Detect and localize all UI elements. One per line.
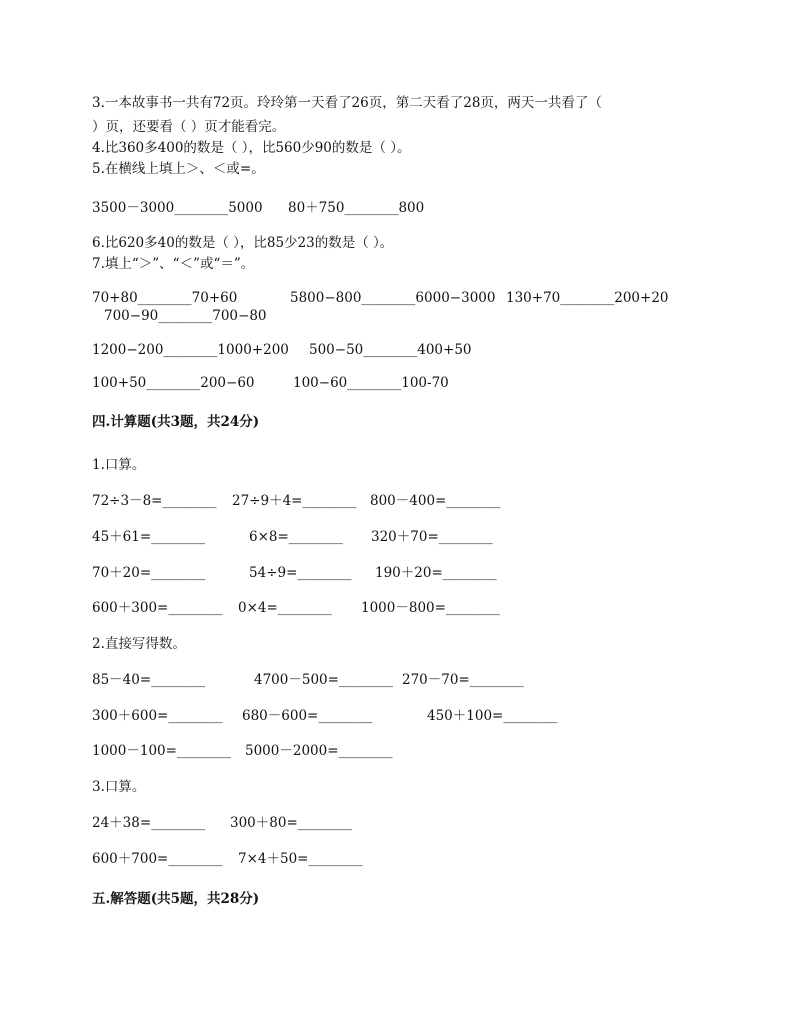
calc-item: 1000－800=________ [361, 600, 500, 616]
calc-item: 6×8=________ [249, 529, 343, 545]
calc-item: 450＋100=________ [427, 708, 558, 724]
compare-item: 70+80________70+60 [92, 290, 238, 306]
calc-item: 320＋70=________ [371, 529, 493, 545]
calc-item: 800－400=________ [370, 493, 501, 509]
question-4: 4.比360多400的数是（ ），比560少90的数是（ ）。 [92, 140, 411, 156]
calc-item: 600＋700=________ [92, 851, 223, 867]
question-7: 7.填上“＞”、“＜”或“＝”。 [92, 256, 255, 272]
question-3-line-2: ）页，还要看（ ）页才能看完。 [92, 119, 286, 135]
compare-item: 80＋750________800 [288, 200, 425, 216]
calc-item: 190＋20=________ [375, 565, 497, 581]
calc-item: 54÷9=________ [249, 565, 352, 581]
problem-1-title: 1.口算。 [92, 457, 146, 473]
calc-item: 600＋300=________ [92, 600, 223, 616]
calc-item: 72÷3－8=________ [92, 493, 217, 509]
question-3-line-1: 3.一本故事书一共有72页。玲玲第一天看了26页，第二天看了28页，两天一共看了（ [92, 95, 602, 111]
compare-item: 700−90________700−80 [104, 308, 267, 324]
calc-item: 680－600=________ [242, 708, 373, 724]
calc-item: 270－70=________ [402, 672, 524, 688]
problem-3-title: 3.口算。 [92, 779, 146, 795]
calc-item: 300＋600=________ [92, 708, 223, 724]
calc-item: 0×4=________ [238, 600, 332, 616]
calc-item: 45＋61=________ [92, 529, 206, 545]
compare-item: 1200−200________1000+200 [92, 342, 289, 358]
question-5: 5.在横线上填上＞、＜或=。 [92, 161, 265, 177]
calc-item: 85－40=________ [92, 672, 206, 688]
compare-item: 130+70________200+20 [506, 290, 669, 306]
question-6: 6.比620多40的数是（ ），比85少23的数是（ ）。 [92, 235, 394, 251]
section-5-heading: 五.解答题(共5题，共28分) [92, 891, 260, 907]
section-4-heading: 四.计算题(共3题，共24分) [92, 414, 260, 430]
compare-item: 100+50________200−60 [92, 375, 255, 391]
compare-item: 100−60________100-70 [293, 375, 449, 391]
compare-item: 3500－3000________5000 [92, 200, 263, 216]
compare-item: 5800−800________6000−3000 [290, 290, 496, 306]
calc-item: 7×4＋50=________ [238, 851, 363, 867]
problem-2-title: 2.直接写得数。 [92, 636, 186, 652]
calc-item: 300＋80=________ [230, 815, 352, 831]
calc-item: 1000－100=________ [92, 743, 231, 759]
calc-item: 24＋38=________ [92, 815, 206, 831]
calc-item: 27÷9＋4=________ [232, 493, 357, 509]
calc-item: 70＋20=________ [92, 565, 206, 581]
compare-item: 500−50________400+50 [309, 342, 472, 358]
calc-item: 4700－500=________ [254, 672, 393, 688]
calc-item: 5000－2000=________ [245, 743, 393, 759]
